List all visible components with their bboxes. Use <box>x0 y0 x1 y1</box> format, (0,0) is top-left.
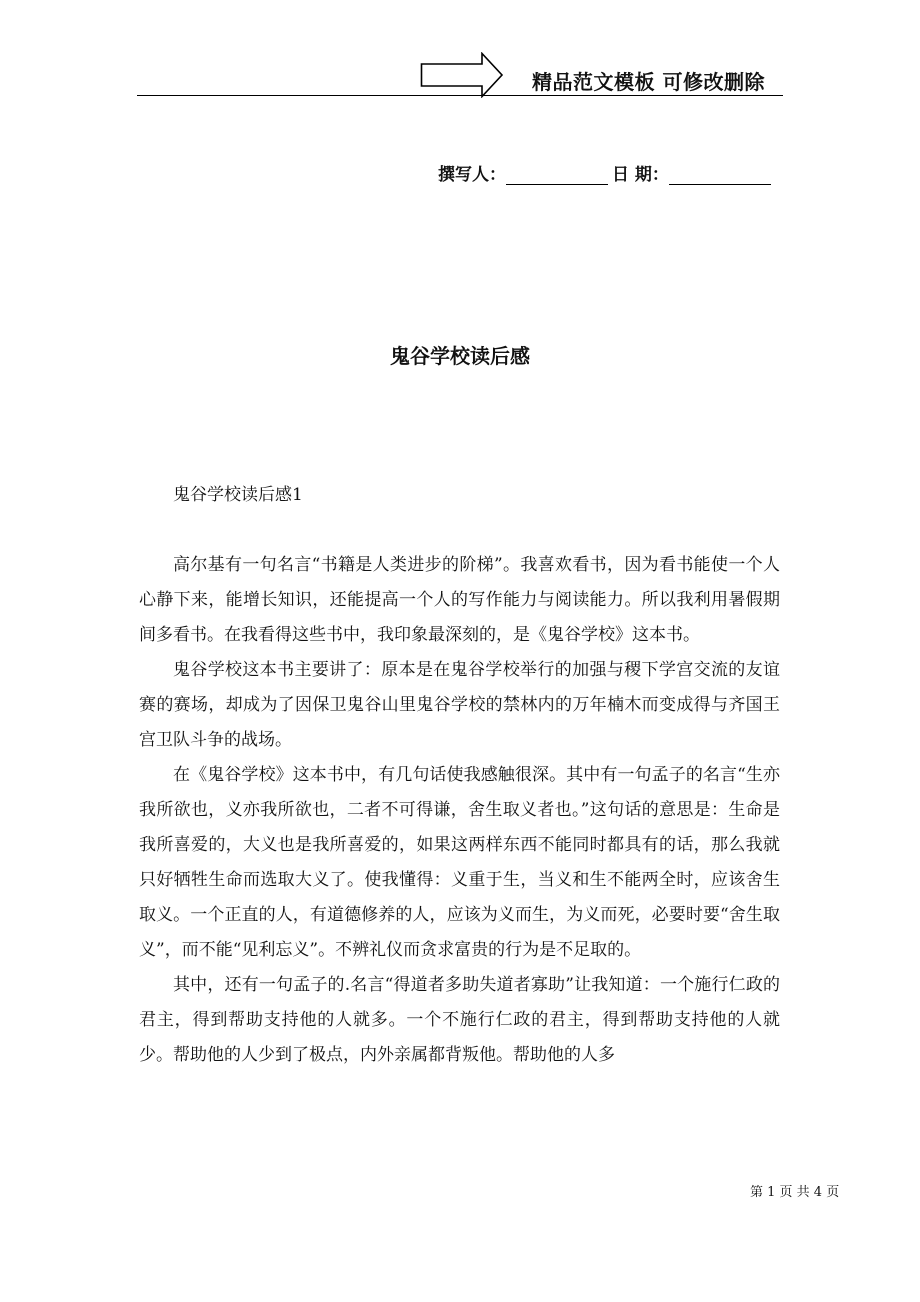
header-title: 精品范文模板 可修改删除 <box>532 70 765 94</box>
author-blank <box>506 164 608 185</box>
paragraph: 其中，还有一句孟子的.名言“得道者多助失道者寡助”让我知道：一个施行仁政的君主，得到帮助支持他的人就多。一个不施行仁政的君主，得到帮助支持他的人就少。帮助他的人少到了极点，内外亲属都背叛他。帮助他的人多 <box>139 975 780 1065</box>
paragraph: 鬼谷学校这本书主要讲了：原本是在鬼谷学校举行的加强与稷下学宫交流的友谊赛的赛场，却成为了因保卫鬼谷山里鬼谷学校的禁林内的万年楠木而变成得与齐国王宫卫队斗争的战场。 <box>139 660 780 750</box>
arrow-right-icon <box>420 52 504 98</box>
document-title: 鬼谷学校读后感 <box>390 344 530 368</box>
paragraph: 高尔基有一句名言“书籍是人类进步的阶梯”。我喜欢看书，因为看书能使一个人心静下来，能增长知识，还能提高一个人的写作能力与阅读能力。所以我利用暑假期间多看书。在我看得这些书中，我印象最深刻的，是《鬼谷学校》这本书。 <box>139 555 780 645</box>
page-number: 第 1 页 共 4 页 <box>750 1185 840 1200</box>
author-date-line <box>438 160 771 185</box>
document-subtitle: 鬼谷学校读后感1 <box>173 485 303 505</box>
date-label: 日 期： <box>612 165 669 185</box>
document-body <box>139 478 780 1073</box>
date-blank <box>669 164 771 185</box>
header-divider <box>137 95 783 96</box>
paragraph: 在《鬼谷学校》这本书中，有几句话使我感触很深。其中有一句孟子的名言“生亦我所欲也，义亦我所欲也，二者不可得谦，舍生取义者也。”这句话的意思是：生命是我所喜爱的，大义也是我所喜爱的，如果这两样东西不能同时都具有的话，那么我就只好牺牲生命而选取大义了。使我懂得：义重于生，当义和生不能两全时，应该舍生取义。一个正直的人，有道德修养的人，应该为义而生，为义而死，必要时要“舍生取义”，而不能“见利忘义”。不辨礼仪而贪求富贵的行为是不足取的。 <box>139 765 780 960</box>
author-label: 撰写人： <box>438 165 506 185</box>
